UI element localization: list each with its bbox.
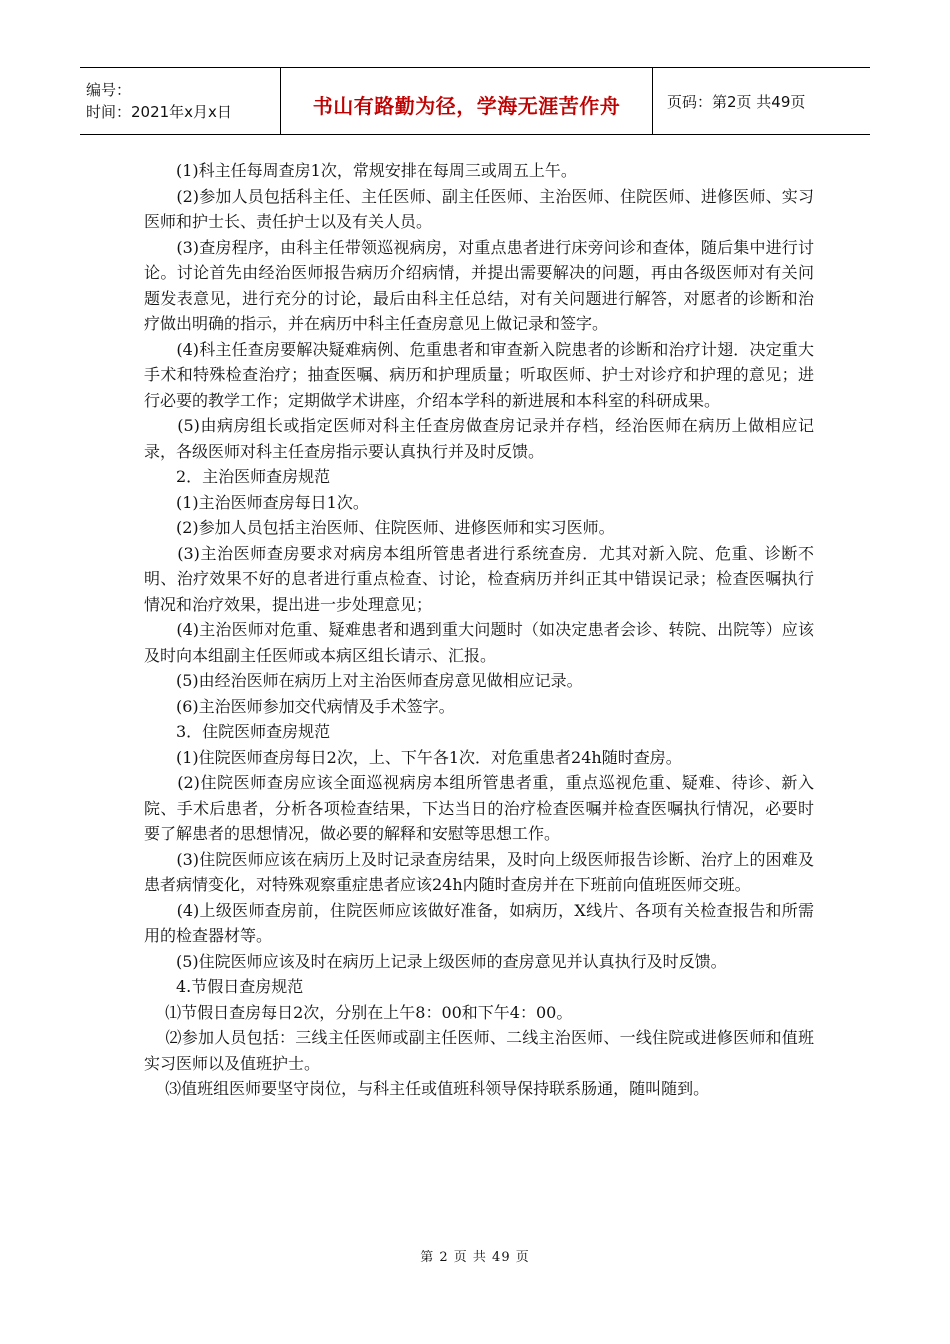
paragraph: (3)主治医师查房要求对病房本组所管患者进行系统查房．尤其对新入院、危重、诊断不明、治疗效果不好的息者进行重点检查、讨论，检查病历并纠正其中错误记录；检查医嘱执行情况和治疗效果，提出进一步处理意见； <box>144 543 814 614</box>
header-motto: 书山有路勤为径，学海无涯苦作舟 <box>312 93 621 118</box>
section-heading: 3．住院医师查房规范 <box>144 722 331 741</box>
document-body <box>144 158 814 1102</box>
paragraph: (5)由病房组长或指定医师对科主任查房做查房记录并存档，经治医师在病历上做相应记录，各级医师对科主任查房指示要认真执行并及时反馈。 <box>144 416 814 461</box>
paragraph: ⑶值班组医师要坚守岗位，与科主任或值班科领导保持联系肠通，随叫随到。 <box>144 1079 710 1098</box>
paragraph: (4)主治医师对危重、疑难患者和遇到重大问题时（如决定患者会诊、转院、出院等）应该及时向本组副主任医师或本病区组长请示、汇报。 <box>144 620 814 665</box>
header-page-cell <box>653 68 870 134</box>
paragraph: (2)住院医师查房应该全面巡视病房本组所管患者重，重点巡视危重、疑难、待诊、新入院、手术后患者，分析各项检查结果，下达当日的治疗检查医嘱并检查医嘱执行情况，必要时要了解患者的思想情况，做必要的解释和安慰等思想工作。 <box>144 773 814 843</box>
header-motto-cell <box>280 68 653 134</box>
section-heading: 4.节假日查房规范 <box>144 977 304 996</box>
paragraph: (2)参加人员包括科主任、主任医师、副主任医师、主治医师、住院医师、进修医师、实习医师和护士长、责任护士以及有关人员。 <box>144 186 814 231</box>
paragraph: ⑵参加人员包括：三线主任医师或副主任医师、二线主治医师、一线住院或进修医师和值班实习医师以及值班护士。 <box>144 1028 814 1073</box>
paragraph: (1)主治医师查房每日1次。 <box>144 492 369 512</box>
paragraph: (4)科主任查房要解决疑难病例、危重患者和审查新入院患者的诊断和治疗计翅．决定重大手术和特殊检查治疗；抽查医嘱、病历和护理质量；听取医师、护士对诊疗和护理的意见；进行必要的教学工作；定期做学术讲座，介绍本学科的新进展和本科室的科研成果。 <box>144 339 814 410</box>
paragraph: ⑴节假日查房每日2次，分别在上午8：00和下午4：00。 <box>144 1002 573 1022</box>
page-footer: 第 2 页 共 49 页 <box>420 1250 530 1265</box>
paragraph: (6)主治医师参加交代病情及手术签字。 <box>144 696 455 716</box>
paragraph: (3)住院医师应该在病历上及时记录查房结果，及时向上级医师报告诊断、治疗上的困难及患者病情变化，对特殊观察重症患者应该24h内随时查房并在下班前向值班医师交班。 <box>144 849 814 894</box>
paragraph: (4)上级医师查房前，住院医师应该做好准备，如病历，X线片、各项有关检查报告和所需用的检查器材等。 <box>144 900 814 945</box>
paragraph: (1)住院医师查房每日2次，上、下午各1次．对危重患者24h随时查房。 <box>144 747 682 767</box>
document-header <box>80 67 870 135</box>
document-number-label: 编号： <box>86 81 132 99</box>
paragraph: (5)由经治医师在病历上对主治医师查房意见做相应记录。 <box>144 671 583 690</box>
document-time-label: 时间：2021年x月x日 <box>86 103 232 121</box>
paragraph: (2)参加人员包括主治医师、住院医师、进修医师和实习医师。 <box>144 518 615 537</box>
paragraph: (1)科主任每周查房1次，常规安排在每周三或周五上午。 <box>144 161 577 180</box>
paragraph: (3)查房程序，由科主任带领巡视病房，对重点患者进行床旁问诊和查体，随后集中进行讨论。讨论首先由经治医师报告病历介绍病情，并提出需要解决的问题，再由各级医师对有关问题发表意见，进行充分的讨论，最后由科主任总结，对有关问题进行解答，对愿者的诊断和治疗做出明确的指示，并在病历中科主任查房意见上做记录和签字。 <box>144 237 814 333</box>
section-heading: 2．主治医师查房规范 <box>144 467 331 486</box>
paragraph: (5)住院医师应该及时在病历上记录上级医师的查房意见并认真执行及时反馈。 <box>144 951 727 971</box>
header-meta <box>80 68 280 134</box>
header-page-info: 页码：第2页 共49页 <box>667 92 806 111</box>
